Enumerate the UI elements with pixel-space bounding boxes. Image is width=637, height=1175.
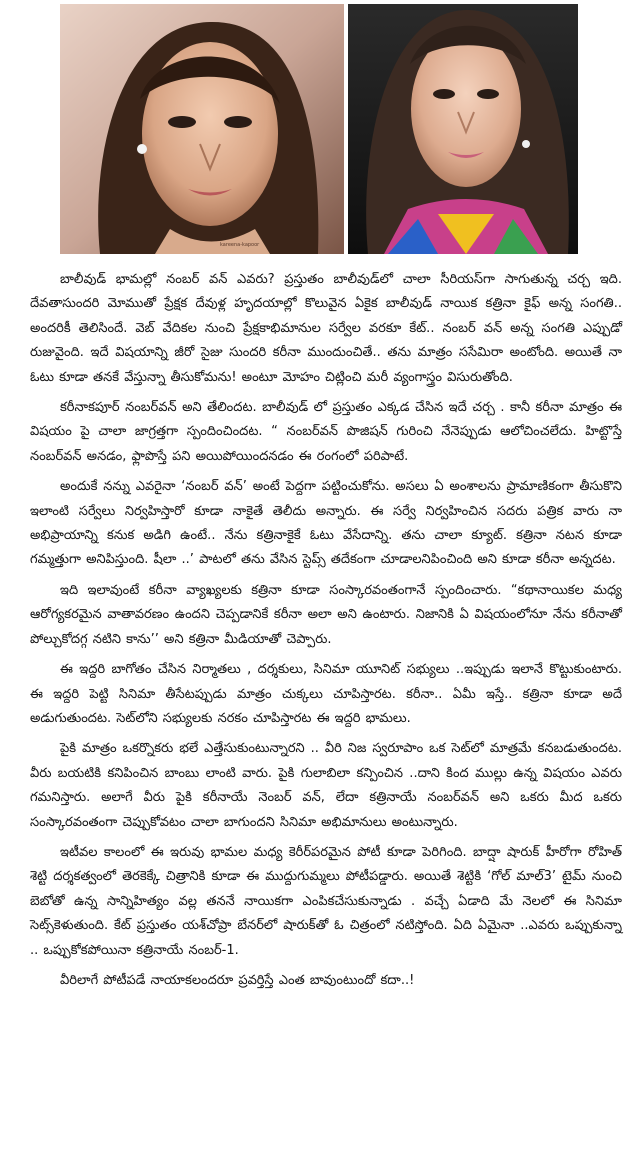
paragraph: పైకి మాత్రం ఒకర్నొకరు భలే ఎత్తేసుకుంటున్నారని .. వీరి నిజ స్వరూపాం ఒక సెట్‌లో మాత్రమే కనబడుతుందట. వీరు బయటికి కనిపించిన బాంబు లాంటి వారు. పైకి గులాబిలా కన్పించిన ..దాని కింద ముల్లు ఉన్న విషయం ఎవరు గమనిస్తారు. అలాగే వీరు పైకి కరీనాయే నెంబర్ వన్, లేదా కత్రినాయే నంబర్‌వన్ అని ఒకరు మీద ఒకరు సంస్కారవంతంగా చెప్పుకోవటం చాలా బాగుందని సినిమా అభిమానులు అంటున్నారు. [30,741,622,830]
paragraph: ఇటీవల కాలంలో ఈ ఇరువు భామల మధ్య కెరీర్‌పరమైన పోటీ కూడా పెరిగింది. బాద్షా షారుక్ హీరోగా రోహిత్ శెట్టి దర్శకత్వంలో తెరకెక్కే చిత్రానికి కూడా ఈ ముద్దుగుమ్మలు పోటీపడ్డారు. అయితే శెట్టికి ‘గోల్ మాల్3’ టైమ్ నుంచి బెబోతో ఉన్న సాన్నిహిత్యం వల్ల తననే నాయికగా ఎంపికచేసుకున్నాడు . వచ్చే ఏడాది మే నెలలో ఈ సినిమా సెట్స్‌కెళుతుంది. కేట్ ప్రస్తుతం యశ్‌చోప్రా బేనర్‌లో షారుక్‌తో ఓ చిత్రంలో నటిస్తోంది. ఏది ఏమైనా ..ఎవరు ఒప్పుకున్నా .. ఒప్పుకోకపోయినా కత్రినాయే నంబర్-1. [30,844,622,958]
article-body [30,268,622,993]
paragraph: వీరిలాగే పోటీపడే నాయాకలందరూ ప్రవర్తిస్తే ఎంత బావుంటుందో కదా..! [60,972,415,988]
paragraph: అందుకే నన్ను ఎవరైనా ‘నంబర్ వన్’ అంటే పెద్దగా పట్టించుకోను. అసలు ఏ అంశాలను ప్రామాణికంగా తీసుకొని ఇలాంటి సర్వేలు నిర్వహిస్తారో కూడా నాకైతే తెలీదు అన్నారు. ఈ సర్వే నిర్వహించిన సదరు పత్రిక వారు నా అభిప్రాయాన్ని కనుక అడిగి ఉంటే.. నేను కత్రినాకైకే ఓటు వేసేదాన్ని. తను చాలా క్యూట్. కత్రినా నటన కూడా గమ్మత్తుగా అనిపిస్తుంది. షీలా ..’ పాటలో తను వేసిన స్టెప్స్ తదేకంగా చూడాలనిపించింది అని కూడా కరీనా అన్నదట. [30,479,622,568]
actress-photo-left [60,4,344,254]
actress-photo-right [348,4,578,254]
portrait-photo-icon [348,4,578,254]
svg-text:kareena-kapoor: kareena-kapoor [220,242,260,248]
paragraph: కరీనాకపూర్ నంబర్‌వన్ అని తేలిందట. బాలీవుడ్ లో ప్రస్తుతం ఎక్కడ చేసిన ఇదే చర్చ . కానీ కరీనా మాత్రం ఈ విషయం పై చాలా జాగ్రత్తగా స్పందించిందట. “ నంబర్‌వన్ పొజిషన్ గురించి నేనెప్పుడు ఆలోచించలేదు. హిట్టొస్తే నంబర్‌వన్ అనడం, ఫ్లాపొస్తే పని అయిపోయిందనడం ఈ రంగంలో పరిపాటే. [30,400,622,464]
photo-strip [0,0,637,262]
paragraph: ఈ ఇద్దరి బాగోతం చేసిన నిర్మాతలు , దర్శకులు, సినిమా యూనిట్ సభ్యులు ..ఇప్పుడు ఇలానే కొట్టుకుంటారు. ఈ ఇద్దరి పెట్టి సినిమా తీసేటప్పుడు మాత్రం చుక్కలు చూపిస్తారట. కరీనా.. ఏమీ ఇస్తే.. కత్రినా కూడా అదే అడుగుతుందట. సెట్‌లోని సభ్యులకు నరకం చూపిస్తారట ఈ ఇద్దరి భామలు. [30,662,622,726]
portrait-photo-icon [60,4,344,254]
paragraph: బాలీవుడ్ భామల్లో నంబర్ వన్ ఎవరు? ప్రస్తుతం బాలీవుడ్‌లో చాలా సీరియస్‌గా సాగుతున్న చర్చ ఇది. దేవతాసుందరి మోముతో ప్రేక్షక దేవుళ్ల హృదయాల్లో కొలువైన ఏకైక బాలీవుడ్ నాయిక కత్రినా కైఫ్ అన్న సంగతి.. అందరికీ తెలిసిందే. వెబ్ వేదికల నుంచి ప్రేక్షకాభిమానుల సర్వేల వరకూ కేట్.. నంబర్ వన్ అన్న సంగతి ఎప్పుడో రుజువైంది. ఇదే విషయాన్ని జీరో సైజు సుందరి కరీనా ముందుంచితే.. తను మాత్రం ససేమిరా అంటోంది. అయితే నా ఓటు కూడా తనకే వేస్తున్నా తీసుకోమను! అంటూ మోహం చిట్లించి మరీ వ్యంగాస్త్రం విసురుతోంది. [30,272,622,385]
paragraph: ఇది ఇలావుంటే కరీనా వ్యాఖ్యలకు కత్రినా కూడా సంస్కారవంతంగానే స్పందించారు. “కథానాయికల మధ్య ఆరోగ్యకరమైన వాతావరణం ఉందని చెప్పడానికే కరీనా అలా అని ఉంటారు. నిజానికి ఏ విషయంలోనూ నేను కరీనాతో పోల్చుకోదగ్గ నటిని కాను’’ అని కత్రినా మీడియాతో చెప్పారు. [30,582,622,647]
